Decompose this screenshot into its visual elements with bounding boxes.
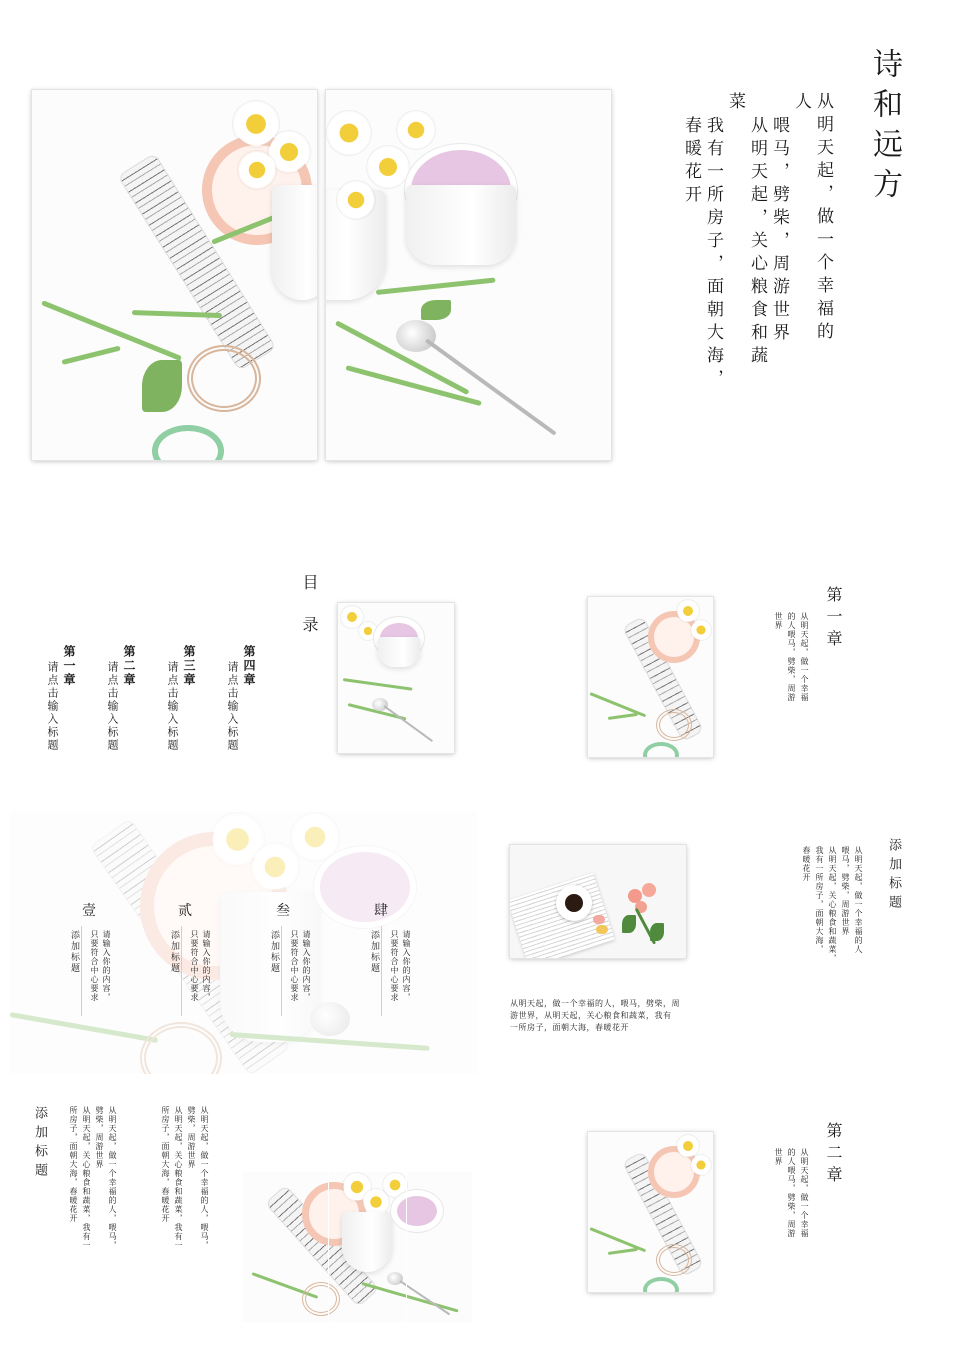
- chapter2-line: 的人喂马，劈柴，周游: [787, 1148, 796, 1238]
- numeral: 贰: [178, 903, 192, 919]
- side-line: 喂马，劈柴，周游世界: [841, 846, 850, 936]
- text-line: 从明天起，做一个幸福的人，喂马，: [200, 1106, 209, 1250]
- chapter1-photo: [588, 597, 713, 757]
- chapter2-line: 从明天起，做一个幸福: [800, 1148, 809, 1238]
- numeral: 肆: [374, 903, 388, 919]
- numeral-body: 只要符合中心要求: [90, 930, 99, 1002]
- toc-item-chapter2[interactable]: [102, 645, 142, 755]
- photo-slide-title: 添加标题: [886, 838, 901, 914]
- toc-label: 请点击输入标题: [226, 661, 239, 752]
- toc-item-chapter1[interactable]: [42, 645, 82, 755]
- chapter2-title: 第二章: [824, 1122, 843, 1188]
- poem-line: 人: [791, 92, 811, 115]
- macaron: [593, 915, 605, 924]
- poster-photo-right: [326, 90, 611, 460]
- numeral-column-1[interactable]: [66, 900, 126, 1020]
- chapter1-line: 从明天起，做一个幸福: [800, 612, 809, 702]
- numeral-divider: [381, 926, 382, 1016]
- numeral-title: 添加标题: [169, 930, 179, 974]
- toc-heading: 目录: [300, 574, 319, 658]
- toc-label: 请点击输入标题: [166, 661, 179, 752]
- poem-line: 从明天起，做一个幸福的: [813, 92, 833, 345]
- numeral-column-4[interactable]: [366, 900, 426, 1020]
- numeral-body: 只要符合中心要求: [390, 930, 399, 1002]
- poster-poem: [676, 92, 836, 392]
- chapter2-text: [770, 1148, 810, 1278]
- book-coffee-photo: [510, 845, 686, 958]
- numeral-title: 添加标题: [69, 930, 79, 974]
- chapter1-text: [770, 612, 810, 742]
- text-line: 所房子，面朝大海，春暖花开: [69, 1106, 78, 1223]
- numeral-body: 只要符合中心要求: [290, 930, 299, 1002]
- photo-slide-text: [798, 846, 864, 986]
- numeral-title: 添加标题: [369, 930, 379, 974]
- text-slide-col-a: [62, 1106, 118, 1306]
- toc-chapter: 第四章: [242, 645, 256, 687]
- toc-chapter: 第一章: [62, 645, 76, 687]
- side-line: 从明天起，做一个幸福的人: [854, 846, 863, 954]
- poem-line: 喂马，劈柴，周游世界: [769, 116, 789, 346]
- numeral-divider: [81, 926, 82, 1016]
- chapter2-photo: [588, 1132, 713, 1292]
- toc-photo: [338, 603, 454, 753]
- panel-divider: [328, 1172, 329, 1322]
- photo-caption: [510, 998, 700, 1034]
- numeral: 壹: [82, 903, 96, 919]
- text-line: 劈柴，周游世界: [95, 1106, 104, 1169]
- text-slide-title: 添加标题: [32, 1106, 47, 1182]
- toc-chapter: 第三章: [182, 645, 196, 687]
- poster-title: 诗和远方: [867, 48, 902, 208]
- toc-label: 请点击输入标题: [106, 661, 119, 752]
- side-line: 从明天起，关心粮食和蔬菜，: [828, 846, 837, 963]
- numeral-body: 请输入你的内容，: [402, 930, 411, 1002]
- numeral-body: 只要符合中心要求: [190, 930, 199, 1002]
- side-line: 我有一所房子，面朝大海，: [815, 846, 824, 954]
- coffee: [565, 894, 583, 912]
- text-slide-col-b: [154, 1106, 210, 1306]
- panel-divider: [406, 1172, 407, 1322]
- numeral: 叁: [276, 903, 290, 919]
- numeral-divider: [281, 926, 282, 1016]
- rose: [642, 883, 656, 897]
- numeral-body: 请输入你的内容，: [302, 930, 311, 1002]
- text-line: 所房子，面朝大海，春暖花开: [161, 1106, 170, 1223]
- poem-line: 菜: [725, 92, 745, 115]
- poster-photo-left: [32, 90, 317, 460]
- caption-line: 从明天起，做一个幸福的人，喂马，劈柴，周: [510, 999, 680, 1008]
- numeral-divider: [181, 926, 182, 1016]
- toc-item-chapter4[interactable]: [222, 645, 262, 755]
- text-slide-photo: [242, 1172, 472, 1322]
- toc-label: 请点击输入标题: [46, 661, 59, 752]
- text-line: 劈柴，周游世界: [187, 1106, 196, 1169]
- text-line: 从明天起，做一个幸福的人，喂马，: [108, 1106, 117, 1250]
- numeral-column-2[interactable]: [166, 900, 226, 1020]
- chapter1-line: 的人喂马，劈柴，周游: [787, 612, 796, 702]
- caption-line: 一所房子，面朝大海，春暖花开: [510, 1023, 629, 1032]
- poem-line: 从明天起，关心粮食和蔬: [747, 116, 767, 369]
- numeral-column-3[interactable]: [266, 900, 326, 1020]
- numeral-body: 请输入你的内容，: [102, 930, 111, 1002]
- caption-line: 游世界，从明天起，关心粮食和蔬菜，我有: [510, 1011, 672, 1020]
- text-line: 从明天起，关心粮食和蔬菜，我有一: [174, 1106, 183, 1250]
- toc-item-chapter3[interactable]: [162, 645, 202, 755]
- numeral-title: 添加标题: [269, 930, 279, 974]
- poem-line: 我有一所房子，面朝大海，: [703, 116, 723, 392]
- chapter1-line: 世界: [774, 612, 783, 630]
- macaron: [596, 925, 608, 934]
- side-line: 春暖花开: [802, 846, 811, 882]
- chapter1-title: 第一章: [824, 586, 843, 652]
- chapter2-line: 世界: [774, 1148, 783, 1166]
- toc-chapter: 第二章: [122, 645, 136, 687]
- poem-line: 春暖花开: [681, 116, 701, 208]
- numeral-body: 请输入你的内容，: [202, 930, 211, 1002]
- text-line: 从明天起，关心粮食和蔬菜，我有一: [82, 1106, 91, 1250]
